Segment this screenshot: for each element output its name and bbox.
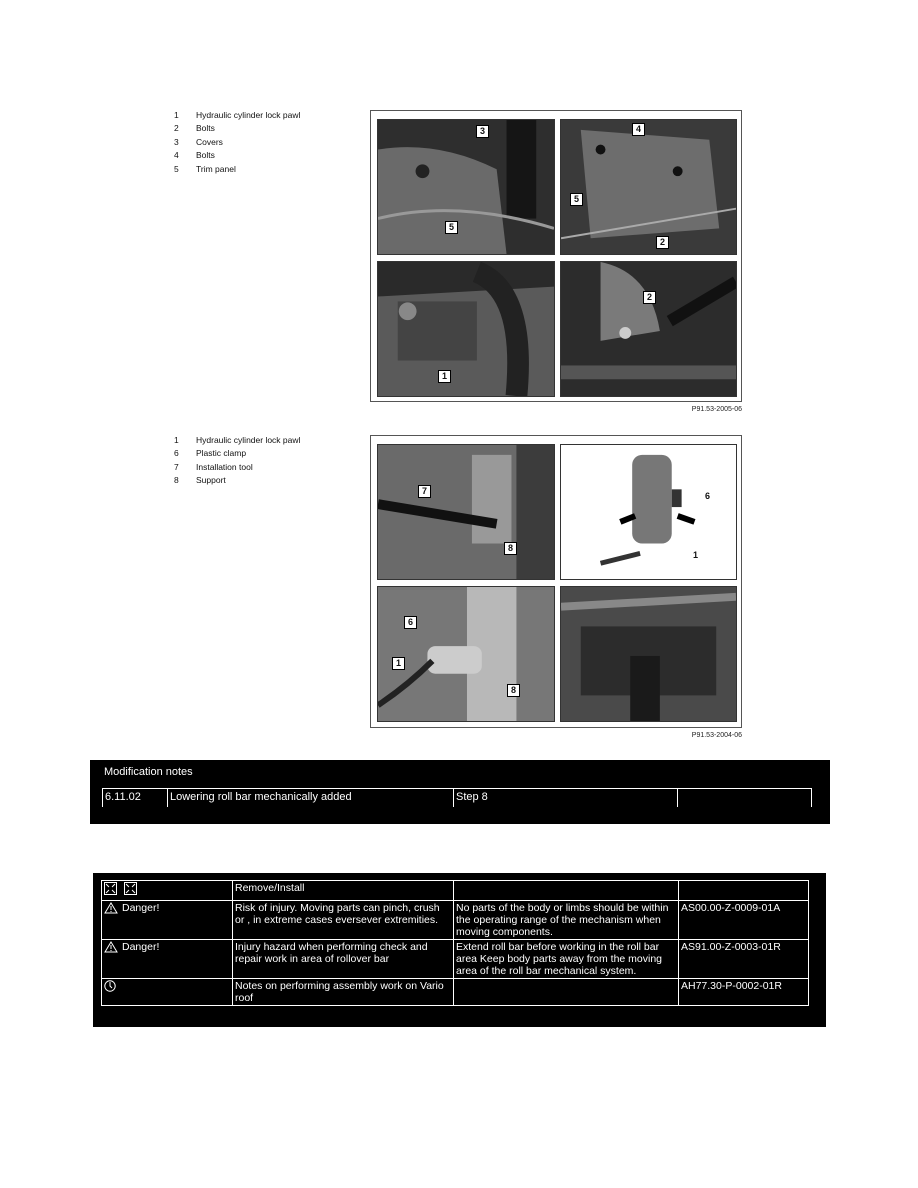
warning-risk: Risk of injury. Moving parts can pinch, crush or , in extreme cases eversever extremities. [233,901,454,940]
photo-lock-pawl-rollbar [377,261,555,397]
warning-risk: Injury hazard when performing check and repair work in area of rollover bar [233,940,454,979]
warning-measure: No parts of the body or limbs should be within the operating range of the mechanism when moving components. [454,901,679,940]
modification-step: Step 8 [454,789,678,807]
callout-label: 5 [570,193,583,206]
legend-item: 2 Bolts [174,123,215,134]
warning-triangle-icon [104,941,118,953]
modification-notes-panel [90,760,830,824]
modification-description: Lowering roll bar mechanically added [168,789,454,807]
note-info-icon [104,980,116,992]
warning-type: Danger! [122,902,160,914]
install-icon [124,882,137,895]
note-text: Notes on performing assembly work on Vario roof [233,979,454,1006]
legend-item: 1 Hydraulic cylinder lock pawl [174,435,301,445]
warning-triangle-icon [104,902,118,914]
callout-label: 3 [476,125,489,138]
legend-item: 4 Bolts [174,150,215,161]
figure2-legend [174,434,300,488]
photo-bolts-panel [560,119,737,255]
legend-item: 8 Support [174,475,226,486]
legend-item: 6 Plastic clamp [174,448,247,459]
photo-bolts-closeup [560,261,737,397]
note-code-link[interactable]: AH77.30-P-0002-01R [679,979,809,1006]
photo-rear-compartment [560,586,737,722]
photo-plastic-clamp [560,444,737,580]
callout-label: 5 [445,221,458,234]
warnings-table [101,880,809,1006]
table-row [102,979,809,1006]
figure1-legend [174,109,300,176]
callout-label: 2 [643,291,656,304]
legend-item: 3 Covers [174,136,223,147]
callout-label: 1 [438,370,451,383]
warning-type-cell [102,901,233,940]
note-measure [454,979,679,1006]
note-type-cell [102,979,233,1006]
warning-type: Danger! [122,941,160,953]
operation-icons-cell [102,881,233,901]
table-row [102,901,809,940]
warning-code-link[interactable]: AS91.00-Z-0003-01R [679,940,809,979]
callout-label: 8 [504,542,517,555]
table-row [102,940,809,979]
header-col4 [679,881,809,901]
photo-clamp-support [377,586,555,722]
figure1-reference: P91.53-2005-06 [691,406,742,413]
modification-extra [678,789,812,807]
callout-label: 8 [507,684,520,697]
figure2-photo-grid [370,435,742,728]
callout-label: 6 [705,491,711,501]
callout-label: 6 [404,616,417,629]
figure1-photo-grid [370,110,742,402]
callout-label: 4 [632,123,645,136]
header-col3 [454,881,679,901]
legend-item: 1 Hydraulic cylinder lock pawl [174,110,301,120]
callout-label: 1 [392,657,405,670]
photo-trim-panel-covers [377,119,555,255]
photo-installation-tool [377,444,555,580]
warning-type-cell [102,940,233,979]
table-row [102,881,809,901]
modification-date: 6.11.02 [102,789,168,807]
modification-notes-title: Modification notes [104,766,193,778]
figure2-reference: P91.53-2004-06 [691,732,742,739]
callout-label: 2 [656,236,669,249]
header-operation: Remove/Install [233,881,454,901]
modification-row [102,788,812,807]
warning-code-link[interactable]: AS00.00-Z-0009-01A [679,901,809,940]
remove-icon [104,882,117,895]
legend-item: 7 Installation tool [174,461,253,472]
legend-item: 5 Trim panel [174,163,236,174]
warning-measure: Extend roll bar before working in the roll bar area Keep body parts away from the moving area of the roll bar mechanical system. [454,940,679,979]
callout-label: 7 [418,485,431,498]
callout-label: 1 [693,550,699,560]
